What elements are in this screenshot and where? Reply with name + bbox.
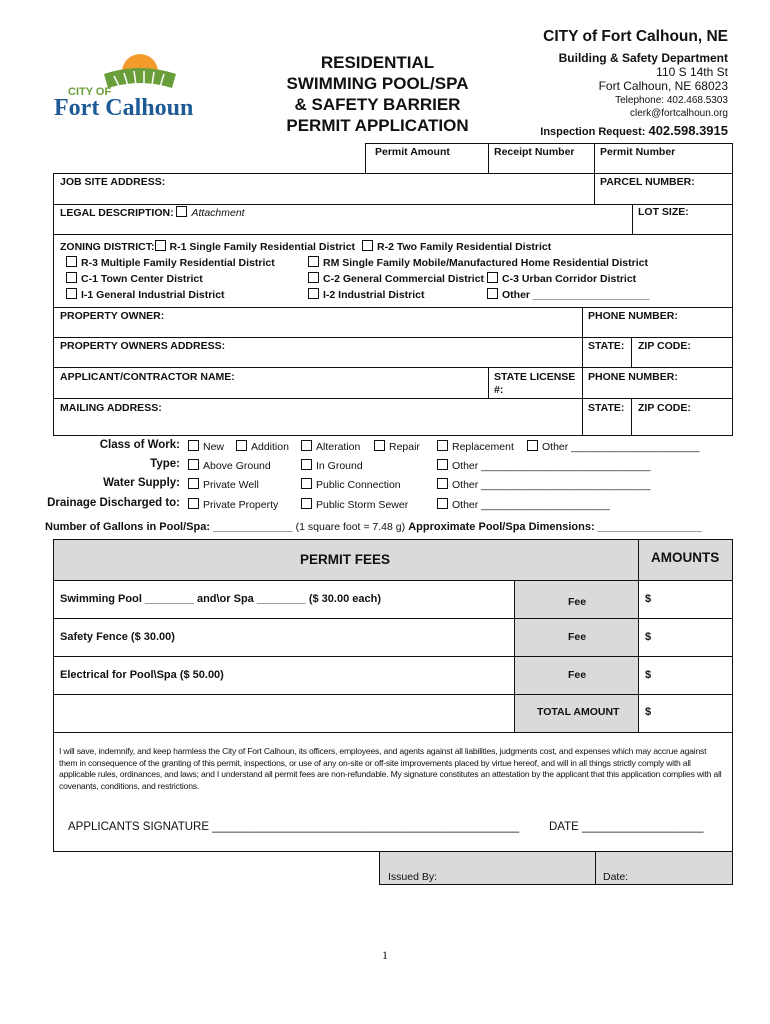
work-addition (236, 440, 289, 453)
c1-label: C-1 Town Center District (81, 273, 203, 285)
city-logo (54, 48, 219, 123)
water-label: Water Supply: (103, 477, 180, 489)
date-line[interactable]: DATE ___________________ (549, 821, 704, 833)
title-line-2: SWIMMING POOL/SPA (286, 74, 469, 93)
drain-other (437, 498, 610, 511)
in-ground-checkbox[interactable] (301, 459, 312, 470)
zoning-c2 (308, 272, 484, 285)
total-amount-value[interactable]: $ (645, 706, 652, 718)
zoning-other-label: Other ____________________ (502, 289, 650, 301)
zoning-c1 (66, 272, 203, 285)
i1-checkbox[interactable] (66, 288, 77, 299)
phone-number-field[interactable]: PHONE NUMBER: (588, 310, 678, 322)
fee-row-line-3 (53, 694, 733, 695)
row-line-5 (53, 367, 733, 368)
permit-fees-header: PERMIT FEES (300, 552, 391, 567)
class-other-checkbox[interactable] (527, 440, 538, 451)
zoning-row-1 (60, 240, 355, 253)
city-addr2: Fort Calhoun, NE 68023 (598, 79, 728, 93)
zoning-i1 (66, 288, 225, 301)
permit-amount-label: Permit Amount (375, 146, 450, 158)
water-other (437, 478, 651, 491)
attachment-checkbox[interactable] (176, 206, 187, 217)
logo-city-of: CITY OF (68, 86, 112, 98)
office-divider-2 (594, 143, 595, 174)
r1-label: R-1 Single Family Residential District (169, 241, 356, 253)
drain-other-label: Other ______________________ (452, 499, 610, 511)
work-alteration (301, 440, 360, 453)
type-other-label: Other _____________________________ (452, 460, 651, 472)
repair-label: Repair (389, 441, 420, 453)
type-inground (301, 459, 363, 472)
zoning-i2 (308, 288, 425, 301)
sunrise-fields-icon (100, 48, 180, 90)
zoning-other-checkbox[interactable] (487, 288, 498, 299)
work-replacement (437, 440, 514, 453)
mailing-address-field[interactable]: MAILING ADDRESS: (60, 402, 162, 414)
permit-number-label: Permit Number (600, 146, 676, 158)
drain-storm (301, 498, 408, 511)
inspection-request (540, 123, 728, 138)
office-divider-1 (488, 143, 489, 174)
rm-label: RM Single Family Mobile/Manufactured Home Residential District (323, 257, 648, 269)
amounts-header: AMOUNTS (651, 550, 720, 565)
replacement-label: Replacement (452, 441, 514, 453)
new-checkbox[interactable] (188, 440, 199, 451)
dimensions-label[interactable]: Approximate Pool/Spa Dimensions: _________________ (408, 521, 702, 533)
r1-checkbox[interactable] (155, 240, 166, 251)
col-line-parcel (594, 173, 595, 204)
city-heading: CITY of Fort Calhoun, NE (543, 28, 728, 45)
phone-number-field-2[interactable]: PHONE NUMBER: (588, 371, 678, 383)
zoning-r2 (362, 240, 551, 253)
row-line-1 (53, 204, 733, 205)
fee-row-line-2 (53, 656, 733, 657)
col-line-lot (632, 204, 633, 234)
job-site-address-field[interactable]: JOB SITE ADDRESS: (60, 176, 166, 188)
city-addr1: 110 S 14th St (656, 65, 728, 79)
title-line-3: & SAFETY BARRIER (294, 95, 461, 114)
license-label-1: STATE LICENSE (494, 371, 576, 383)
issued-date-label: Date: (603, 871, 629, 883)
type-other (437, 459, 651, 472)
row-line-3 (53, 307, 733, 308)
storm-sewer-label: Public Storm Sewer (316, 499, 409, 511)
form-title (270, 52, 485, 136)
legal-description-field[interactable] (60, 206, 245, 219)
type-label: Type: (150, 458, 180, 470)
i1-label: I-1 General Industrial District (81, 289, 225, 301)
fee-row-fence-amt[interactable]: $ (645, 631, 652, 643)
type-above (188, 459, 271, 472)
total-left-white (54, 696, 513, 732)
license-label-2: #: (494, 384, 504, 396)
drain-other-checkbox[interactable] (437, 498, 448, 509)
fee-row-pool-amt[interactable]: $ (645, 593, 652, 605)
city-phone: Telephone: 402.468.5303 (615, 95, 728, 106)
city-dept: Building & Safety Department (558, 51, 728, 65)
row-line-2 (53, 234, 733, 235)
c2-label: C-2 General Commercial District (323, 273, 485, 285)
owner-address-field[interactable]: PROPERTY OWNERS ADDRESS: (60, 340, 226, 352)
fee-row-fence-desc[interactable]: Safety Fence ($ 30.00) (60, 631, 175, 643)
i2-checkbox[interactable] (308, 288, 319, 299)
logo-name: Fort Calhoun (54, 95, 194, 121)
above-ground-label: Above Ground (203, 460, 271, 472)
agreement-text: I will save, indemnify, and keep harmless the City of Fort Calhoun, its officers, employees, and agents against all liabilities, judgments cost, and expenses which may accrue against them in consequence of the granting of this permit, inspections, or use of any on-site or off-site improvements placed by virtue hereof, and will in all things strictly comply with all applicable rules, ordinances, and laws; and I understand all permit fees are non-refundable. My signature constitutes an attestation by the applicant that this application complies with all covenants, conditions, and restrictions. (59, 746, 722, 791)
public-connection-label: Public Connection (316, 479, 401, 491)
well-label: Private Well (203, 479, 259, 491)
col-line-phone (582, 307, 583, 436)
lot-size-field[interactable]: LOT SIZE: (638, 206, 689, 218)
alteration-label: Alteration (316, 441, 361, 453)
zip-code-field-2[interactable]: ZIP CODE: (638, 402, 691, 414)
rm-checkbox[interactable] (308, 256, 319, 267)
page-number: 1 (382, 948, 388, 962)
r3-checkbox[interactable] (66, 256, 77, 267)
private-property-checkbox[interactable] (188, 498, 199, 509)
city-info (540, 28, 728, 138)
zoning-r3 (66, 256, 275, 269)
addition-label: Addition (251, 441, 289, 453)
water-public (301, 478, 401, 491)
addition-checkbox[interactable] (236, 440, 247, 451)
zoning-label: ZONING DISTRICT: (60, 241, 155, 253)
drainage-label: Drainage Discharged to: (47, 497, 180, 509)
issued-by-label: Issued By: (388, 871, 438, 883)
private-property-label: Private Property (203, 499, 279, 511)
alteration-checkbox[interactable] (301, 440, 312, 451)
r2-label: R-2 Two Family Residential District (377, 241, 552, 253)
fee-row-fence-fee: Fee (568, 631, 587, 643)
zoning-c3 (487, 272, 636, 285)
above-ground-checkbox[interactable] (188, 459, 199, 470)
col-line-license (488, 367, 489, 398)
col-line-zip (631, 337, 632, 367)
type-other-checkbox[interactable] (437, 459, 448, 470)
fees-header-divider (638, 539, 639, 580)
c1-checkbox[interactable] (66, 272, 77, 283)
fee-row-pool-desc[interactable]: Swimming Pool ________ and\or Spa ________ ($ 30.00 each) (60, 593, 381, 605)
gallons-note: (1 square foot = 7.48 g) (295, 521, 406, 533)
water-well (188, 478, 259, 491)
r2-checkbox[interactable] (362, 240, 373, 251)
col-line-zip-2 (631, 398, 632, 436)
class-of-work-label: Class of Work: (99, 439, 180, 451)
work-repair (374, 440, 420, 453)
c2-checkbox[interactable] (308, 272, 319, 283)
state-license-field[interactable] (494, 371, 575, 397)
work-other (527, 440, 700, 453)
inspection-phone: 402.598.3915 (648, 123, 728, 138)
in-ground-label: In Ground (316, 460, 363, 472)
c3-checkbox[interactable] (487, 272, 498, 283)
gallons-label[interactable]: Number of Gallons in Pool/Spa: _____________ (45, 521, 293, 533)
fee-row-electrical-amt[interactable]: $ (645, 669, 652, 681)
title-line-4: PERMIT APPLICATION (286, 116, 469, 135)
i2-label: I-2 Industrial District (323, 289, 425, 301)
inspection-label: Inspection Request: (540, 126, 646, 138)
replacement-checkbox[interactable] (437, 440, 448, 451)
public-connection-checkbox[interactable] (301, 478, 312, 489)
zip-code-field[interactable]: ZIP CODE: (638, 340, 691, 352)
signature-line[interactable]: APPLICANTS SIGNATURE ________________________________________________ (68, 821, 520, 833)
repair-checkbox[interactable] (374, 440, 385, 451)
fee-row-pool-fee: Fee (568, 596, 587, 608)
parcel-number-field[interactable]: PARCEL NUMBER: (600, 176, 695, 188)
fee-row-line-1 (53, 618, 733, 619)
new-label: New (203, 441, 225, 453)
title-line-1: RESIDENTIAL (320, 53, 435, 72)
receipt-number-label: Receipt Number (494, 146, 575, 158)
c3-label: C-3 Urban Corridor District (502, 273, 637, 285)
well-checkbox[interactable] (188, 478, 199, 489)
water-other-checkbox[interactable] (437, 478, 448, 489)
storm-sewer-checkbox[interactable] (301, 498, 312, 509)
zoning-other (487, 288, 650, 301)
city-email: clerk@fortcalhoun.org (630, 108, 728, 119)
fee-row-electrical-desc[interactable]: Electrical for Pool\Spa ($ 50.00) (60, 669, 224, 681)
state-field[interactable]: STATE: (588, 340, 625, 352)
issued-divider (595, 851, 596, 885)
attachment-label: Attachment (191, 207, 245, 219)
drain-private (188, 498, 278, 511)
work-new (188, 440, 224, 453)
property-owner-field[interactable]: PROPERTY OWNER: (60, 310, 165, 322)
r3-label: R-3 Multiple Family Residential District (81, 257, 275, 269)
legal-label: LEGAL DESCRIPTION: (60, 207, 174, 219)
water-other-label: Other _____________________________ (452, 479, 651, 491)
state-field-2[interactable]: STATE: (588, 402, 625, 414)
fees-header-bg (54, 540, 732, 580)
applicant-name-field[interactable]: APPLICANT/CONTRACTOR NAME: (60, 371, 235, 383)
zoning-rm (308, 256, 648, 269)
total-amount-label: TOTAL AMOUNT (537, 706, 620, 718)
class-other-label: Other ______________________ (542, 441, 700, 453)
gallons-line (45, 521, 702, 533)
fee-row-electrical-fee: Fee (568, 669, 587, 681)
